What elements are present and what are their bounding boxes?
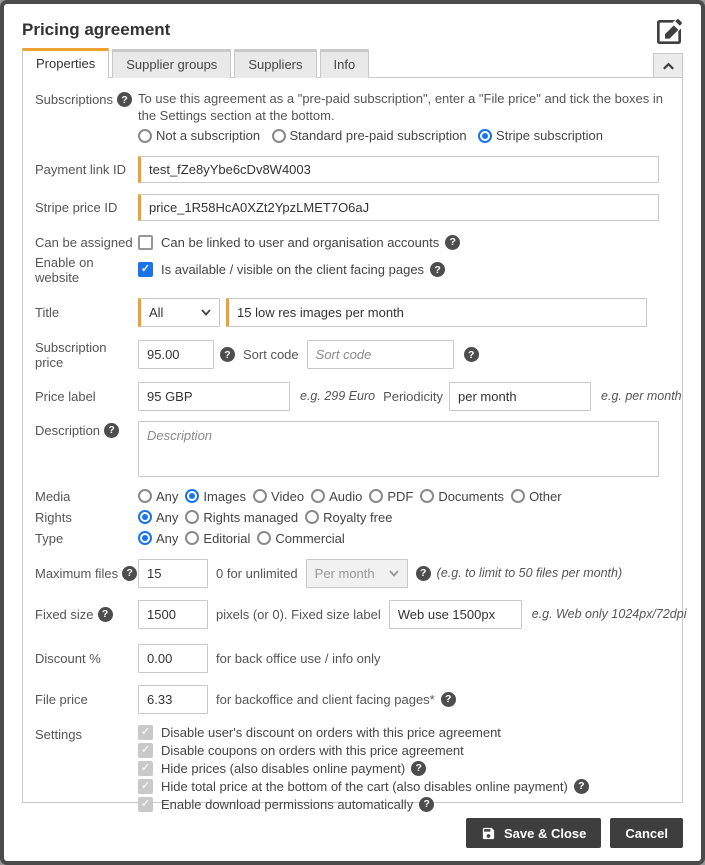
settings-label: Settings xyxy=(35,726,82,742)
radio-icon xyxy=(511,489,525,503)
periodicity-input[interactable] xyxy=(449,382,591,411)
stripe-price-id-label: Stripe price ID xyxy=(35,199,118,215)
setting-label: Enable download permissions automatically xyxy=(161,796,414,812)
rights-radio-group xyxy=(138,510,672,525)
radio-label: Royalty free xyxy=(323,509,393,525)
tab-suppliers[interactable]: Suppliers xyxy=(234,49,316,78)
chevron-up-icon xyxy=(662,61,675,71)
save-icon xyxy=(481,826,496,841)
discount-suffix: for back office use / info only xyxy=(216,650,381,666)
radio-icon xyxy=(257,531,271,545)
rights-label: Rights xyxy=(35,509,72,525)
field-enable-on-website xyxy=(35,255,672,285)
enable-on-website-checkbox-label: Is available / visible on the client facing pages xyxy=(161,262,425,277)
maximum-files-label: Maximum files xyxy=(35,565,119,581)
radio-type-editorial[interactable] xyxy=(185,531,250,546)
radio-icon xyxy=(272,129,286,143)
radio-label: Standard pre-paid subscription xyxy=(289,128,467,143)
radio-media-other[interactable] xyxy=(511,489,562,504)
maximum-files-input[interactable] xyxy=(138,559,208,588)
payment-link-id-input[interactable] xyxy=(138,156,659,183)
setting-enable-download-permissions xyxy=(138,797,434,812)
radio-label: Documents xyxy=(438,488,505,504)
radio-media-documents[interactable] xyxy=(420,489,504,504)
field-discount xyxy=(35,644,672,673)
radio-icon xyxy=(138,129,152,143)
radio-icon xyxy=(185,531,199,545)
media-radio-group xyxy=(138,489,672,504)
maximum-files-hint: (e.g. to limit to 50 files per month) xyxy=(436,566,623,580)
page-title: Pricing agreement xyxy=(22,20,171,39)
radio-rights-any[interactable] xyxy=(138,510,178,525)
radio-icon xyxy=(369,489,383,503)
radio-label: Commercial xyxy=(275,530,345,546)
subscriptions-label: Subscriptions xyxy=(35,92,114,107)
help-icon[interactable]: ? xyxy=(104,423,119,438)
fixed-size-label-input[interactable] xyxy=(389,600,522,629)
help-icon[interactable]: ? xyxy=(464,347,479,362)
help-icon[interactable]: ? xyxy=(98,607,113,622)
field-file-price xyxy=(35,685,672,714)
fixed-size-label: Fixed size xyxy=(35,606,94,622)
help-icon[interactable]: ? xyxy=(411,761,426,776)
cancel-button[interactable] xyxy=(610,818,683,848)
radio-icon xyxy=(420,489,434,503)
field-settings xyxy=(35,725,672,815)
title-input[interactable] xyxy=(226,298,647,327)
scroll-top-button[interactable] xyxy=(653,53,683,78)
field-fixed-size xyxy=(35,600,687,629)
save-button-label: Save & Close xyxy=(503,825,587,841)
description-label: Description xyxy=(35,422,101,438)
setting-disable-user-discount xyxy=(138,725,501,740)
price-label-label: Price label xyxy=(35,388,96,404)
can-be-assigned-checkbox[interactable] xyxy=(138,235,153,250)
help-icon[interactable]: ? xyxy=(445,235,460,250)
radio-type-commercial[interactable] xyxy=(257,531,344,546)
maximum-files-suffix: 0 for unlimited xyxy=(216,565,298,581)
fixed-size-suffix: pixels (or 0). Fixed size label xyxy=(216,606,381,622)
tab-info[interactable]: Info xyxy=(320,49,370,78)
disabled-checked-checkbox xyxy=(138,797,153,812)
radio-media-pdf[interactable] xyxy=(369,489,413,504)
radio-royalty-free[interactable] xyxy=(305,510,392,525)
periodicity-label: Periodicity xyxy=(383,388,444,404)
modal-header xyxy=(4,4,701,48)
sort-code-input[interactable] xyxy=(307,340,454,369)
radio-rights-managed[interactable] xyxy=(185,510,298,525)
disabled-checked-checkbox xyxy=(138,743,153,758)
file-price-label: File price xyxy=(35,691,88,707)
tab-properties[interactable]: Properties xyxy=(22,48,109,78)
select-value: Per month xyxy=(314,565,375,581)
radio-icon xyxy=(253,489,267,503)
field-stripe-price-id xyxy=(35,194,672,221)
setting-label: Hide total price at the bottom of the cart (also disables online payment) xyxy=(161,778,568,794)
radio-type-any[interactable] xyxy=(138,531,178,546)
radio-standard-prepaid-subscription[interactable] xyxy=(272,128,467,143)
media-label: Media xyxy=(35,488,71,504)
field-price-label xyxy=(35,382,682,411)
help-icon[interactable]: ? xyxy=(441,692,456,707)
radio-media-images[interactable] xyxy=(185,489,246,504)
radio-icon xyxy=(185,510,199,524)
radio-icon-selected xyxy=(478,129,492,143)
radio-icon xyxy=(305,510,319,524)
field-subscriptions xyxy=(35,90,672,148)
file-price-suffix: for backoffice and client facing pages* xyxy=(216,691,435,707)
enable-on-website-checkbox[interactable] xyxy=(138,262,153,277)
disabled-checked-checkbox xyxy=(138,779,153,794)
help-icon[interactable]: ? xyxy=(430,262,445,277)
help-icon[interactable]: ? xyxy=(416,566,431,581)
edit-icon[interactable] xyxy=(653,16,685,48)
sort-code-label: Sort code xyxy=(243,347,299,362)
help-icon[interactable]: ? xyxy=(220,347,235,362)
title-scope-select[interactable] xyxy=(138,298,220,327)
radio-icon-selected xyxy=(185,489,199,503)
help-icon[interactable]: ? xyxy=(574,779,589,794)
field-type xyxy=(35,531,672,546)
tab-bar xyxy=(4,48,701,78)
help-icon[interactable]: ? xyxy=(122,566,137,581)
field-media xyxy=(35,489,672,504)
radio-label: Other xyxy=(529,488,562,504)
radio-media-video[interactable] xyxy=(253,489,304,504)
can-be-assigned-checkbox-label: Can be linked to user and organisation accounts xyxy=(161,234,440,250)
radio-label: Stripe subscription xyxy=(496,128,603,143)
radio-label: Rights managed xyxy=(203,509,299,525)
help-icon[interactable]: ? xyxy=(117,92,132,107)
payment-link-id-label: Payment link ID xyxy=(35,161,127,177)
enable-on-website-label: Enable on website xyxy=(35,254,94,285)
help-icon[interactable]: ? xyxy=(419,797,434,812)
chevron-down-icon xyxy=(389,570,399,577)
tab-supplier-groups[interactable]: Supplier groups xyxy=(112,49,231,78)
setting-label: Hide prices (also disables online payment) xyxy=(161,760,406,776)
setting-disable-coupons xyxy=(138,743,464,758)
radio-icon-selected xyxy=(138,531,152,545)
setting-hide-total-price xyxy=(138,779,589,794)
radio-label: Not a subscription xyxy=(156,128,261,143)
field-title xyxy=(35,298,672,327)
radio-icon xyxy=(138,489,152,503)
price-label-input[interactable] xyxy=(138,382,290,411)
radio-label: Audio xyxy=(329,488,363,504)
radio-not-a-subscription[interactable] xyxy=(138,128,260,143)
radio-icon xyxy=(311,489,325,503)
radio-media-audio[interactable] xyxy=(311,489,362,504)
fixed-size-input[interactable] xyxy=(138,600,208,629)
chevron-down-icon xyxy=(201,309,211,316)
field-rights xyxy=(35,510,672,525)
field-payment-link-id xyxy=(35,156,672,183)
radio-icon-selected xyxy=(138,510,152,524)
periodicity-hint: e.g. per month xyxy=(601,389,682,403)
setting-label: Disable coupons on orders with this price agreement xyxy=(161,742,464,758)
radio-label: Any xyxy=(156,488,179,504)
type-radio-group xyxy=(138,531,672,546)
disabled-checked-checkbox xyxy=(138,761,153,776)
radio-label: Editorial xyxy=(203,530,251,546)
can-be-assigned-label: Can be assigned xyxy=(35,234,133,250)
field-can-be-assigned xyxy=(35,235,672,250)
radio-label: Any xyxy=(156,509,179,525)
properties-panel xyxy=(22,77,687,812)
radio-label: Any xyxy=(156,530,179,546)
field-subscription-price xyxy=(35,340,672,370)
subscription-type-radio-group xyxy=(138,128,610,148)
setting-label: Disable user's discount on orders with this price agreement xyxy=(161,724,501,740)
subscriptions-description: To use this agreement as a "pre-paid subscription", enter a "File price" and tick the boxes in the Settings section at the bottom. xyxy=(138,91,664,123)
radio-label: Video xyxy=(271,488,305,504)
subscription-price-input[interactable] xyxy=(138,340,214,369)
radio-label: Images xyxy=(203,488,247,504)
save-and-close-button[interactable] xyxy=(466,818,601,848)
file-price-input[interactable] xyxy=(138,685,208,714)
disabled-checked-checkbox xyxy=(138,725,153,740)
select-value: All xyxy=(149,304,164,320)
title-label: Title xyxy=(35,304,60,320)
subscription-price-label: Subscription price xyxy=(35,339,107,370)
fixed-size-hint: e.g. Web only 1024px/72dpi xyxy=(531,607,687,621)
price-label-hint: e.g. 299 Euro xyxy=(300,389,376,403)
field-description xyxy=(35,421,672,477)
settings-checkbox-group xyxy=(138,725,672,815)
field-maximum-files xyxy=(35,559,672,588)
description-textarea[interactable] xyxy=(138,421,659,477)
radio-stripe-subscription[interactable] xyxy=(478,128,603,143)
stripe-price-id-input[interactable] xyxy=(138,194,659,221)
discount-input[interactable] xyxy=(138,644,208,673)
discount-label: Discount % xyxy=(35,650,101,666)
radio-media-any[interactable] xyxy=(138,489,178,504)
type-label: Type xyxy=(35,530,64,546)
setting-hide-prices xyxy=(138,761,426,776)
radio-label: PDF xyxy=(387,488,414,504)
maximum-files-period-select xyxy=(306,559,408,588)
cancel-button-label: Cancel xyxy=(625,825,668,841)
